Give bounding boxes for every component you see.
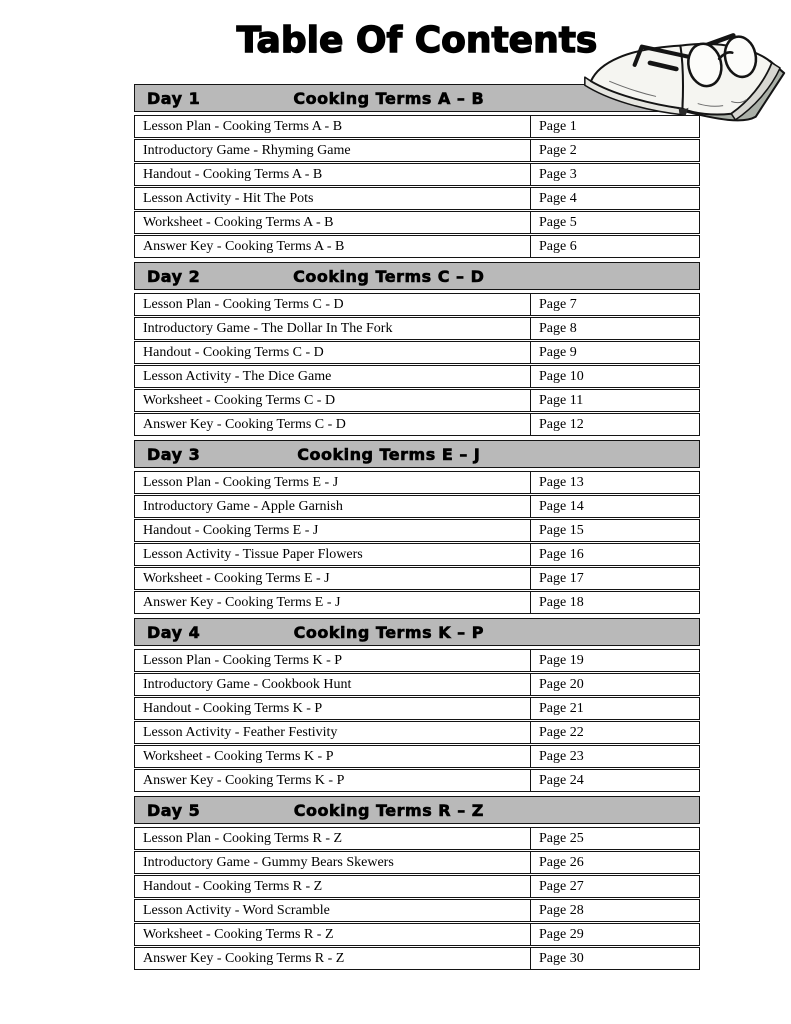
section-header	[134, 262, 700, 290]
toc-row	[134, 519, 700, 542]
toc-entry-label: Handout - Cooking Terms C - D	[134, 341, 530, 364]
toc-entry-label: Lesson Activity - Hit The Pots	[134, 187, 530, 210]
toc-entry-page: Page 3	[530, 163, 700, 186]
toc-entry-page: Page 20	[530, 673, 700, 696]
toc-row	[134, 697, 700, 720]
toc-row	[134, 163, 700, 186]
toc-entry-page: Page 18	[530, 591, 700, 614]
toc-entry-page: Page 28	[530, 899, 700, 922]
toc-entry-label: Introductory Game - Rhyming Game	[134, 139, 530, 162]
toc-row	[134, 745, 700, 768]
toc-row	[134, 769, 700, 792]
toc-row	[134, 827, 700, 850]
toc-row	[134, 187, 700, 210]
toc-entry-page: Page 30	[530, 947, 700, 970]
toc-row	[134, 389, 700, 412]
section-title: Cooking Terms C – D	[293, 266, 485, 286]
toc-entry-page: Page 11	[530, 389, 700, 412]
toc-row	[134, 649, 700, 672]
toc-entry-page: Page 12	[530, 413, 700, 436]
toc-row	[134, 543, 700, 566]
toc-entry-page: Page 29	[530, 923, 700, 946]
toc-entry-label: Lesson Plan - Cooking Terms C - D	[134, 293, 530, 316]
toc-entry-label: Handout - Cooking Terms A - B	[134, 163, 530, 186]
toc-entry-label: Introductory Game - The Dollar In The Fork	[134, 317, 530, 340]
toc-entry-label: Worksheet - Cooking Terms E - J	[134, 567, 530, 590]
toc-entry-page: Page 1	[530, 115, 700, 138]
toc-row	[134, 293, 700, 316]
toc-entry-label: Worksheet - Cooking Terms R - Z	[134, 923, 530, 946]
toc-entry-label: Worksheet - Cooking Terms K - P	[134, 745, 530, 768]
toc-entry-page: Page 23	[530, 745, 700, 768]
toc-entry-page: Page 24	[530, 769, 700, 792]
toc-entry-label: Answer Key - Cooking Terms A - B	[134, 235, 530, 258]
toc-entry-label: Handout - Cooking Terms R - Z	[134, 875, 530, 898]
toc-row	[134, 947, 700, 970]
toc-row	[134, 673, 700, 696]
section-header	[134, 796, 700, 824]
section-title: Cooking Terms A – B	[293, 88, 485, 108]
toc-entry-page: Page 4	[530, 187, 700, 210]
day-label: Day 1	[147, 88, 201, 108]
toc-row	[134, 471, 700, 494]
toc-row	[134, 495, 700, 518]
toc-table	[134, 84, 700, 974]
toc-entry-label: Lesson Activity - The Dice Game	[134, 365, 530, 388]
toc-row	[134, 567, 700, 590]
toc-entry-label: Handout - Cooking Terms E - J	[134, 519, 530, 542]
toc-entry-page: Page 10	[530, 365, 700, 388]
toc-section	[134, 796, 700, 970]
toc-row	[134, 139, 700, 162]
toc-row	[134, 875, 700, 898]
toc-row	[134, 923, 700, 946]
toc-entry-label: Worksheet - Cooking Terms C - D	[134, 389, 530, 412]
section-title: Cooking Terms K – P	[293, 622, 484, 642]
toc-entry-label: Lesson Plan - Cooking Terms R - Z	[134, 827, 530, 850]
toc-entry-label: Lesson Activity - Tissue Paper Flowers	[134, 543, 530, 566]
toc-entry-page: Page 6	[530, 235, 700, 258]
toc-entry-page: Page 14	[530, 495, 700, 518]
section-header	[134, 618, 700, 646]
toc-entry-label: Lesson Activity - Word Scramble	[134, 899, 530, 922]
toc-entry-page: Page 25	[530, 827, 700, 850]
toc-section	[134, 440, 700, 614]
day-label: Day 3	[147, 444, 201, 464]
toc-entry-label: Lesson Plan - Cooking Terms K - P	[134, 649, 530, 672]
toc-entry-label: Lesson Plan - Cooking Terms E - J	[134, 471, 530, 494]
page-title: Table Of Contents	[236, 20, 598, 61]
toc-entry-page: Page 5	[530, 211, 700, 234]
toc-entry-label: Introductory Game - Cookbook Hunt	[134, 673, 530, 696]
toc-entry-label: Lesson Plan - Cooking Terms A - B	[134, 115, 530, 138]
toc-entry-label: Introductory Game - Apple Garnish	[134, 495, 530, 518]
toc-entry-page: Page 9	[530, 341, 700, 364]
day-label: Day 4	[147, 622, 201, 642]
toc-section	[134, 618, 700, 792]
toc-entry-label: Answer Key - Cooking Terms C - D	[134, 413, 530, 436]
section-title: Cooking Terms R – Z	[293, 800, 484, 820]
toc-row	[134, 591, 700, 614]
toc-entry-page: Page 13	[530, 471, 700, 494]
toc-row	[134, 235, 700, 258]
toc-row	[134, 211, 700, 234]
toc-entry-page: Page 2	[530, 139, 700, 162]
toc-entry-page: Page 16	[530, 543, 700, 566]
toc-entry-label: Answer Key - Cooking Terms K - P	[134, 769, 530, 792]
toc-entry-page: Page 22	[530, 721, 700, 744]
day-label: Day 5	[147, 800, 201, 820]
toc-entry-page: Page 19	[530, 649, 700, 672]
toc-row	[134, 365, 700, 388]
toc-entry-page: Page 7	[530, 293, 700, 316]
toc-entry-label: Introductory Game - Gummy Bears Skewers	[134, 851, 530, 874]
toc-row	[134, 413, 700, 436]
section-header	[134, 440, 700, 468]
toc-entry-page: Page 15	[530, 519, 700, 542]
toc-entry-label: Handout - Cooking Terms K - P	[134, 697, 530, 720]
toc-section	[134, 262, 700, 436]
toc-row	[134, 899, 700, 922]
day-label: Day 2	[147, 266, 201, 286]
toc-entry-page: Page 17	[530, 567, 700, 590]
toc-entry-label: Worksheet - Cooking Terms A - B	[134, 211, 530, 234]
toc-entry-page: Page 27	[530, 875, 700, 898]
toc-entry-label: Answer Key - Cooking Terms E - J	[134, 591, 530, 614]
toc-row	[134, 341, 700, 364]
toc-entry-page: Page 21	[530, 697, 700, 720]
section-title: Cooking Terms E – J	[297, 444, 481, 464]
toc-entry-label: Lesson Activity - Feather Festivity	[134, 721, 530, 744]
toc-entry-page: Page 26	[530, 851, 700, 874]
toc-row	[134, 851, 700, 874]
toc-row	[134, 317, 700, 340]
open-book-glasses-icon	[580, 10, 790, 130]
toc-row	[134, 721, 700, 744]
toc-entry-page: Page 8	[530, 317, 700, 340]
toc-entry-label: Answer Key - Cooking Terms R - Z	[134, 947, 530, 970]
